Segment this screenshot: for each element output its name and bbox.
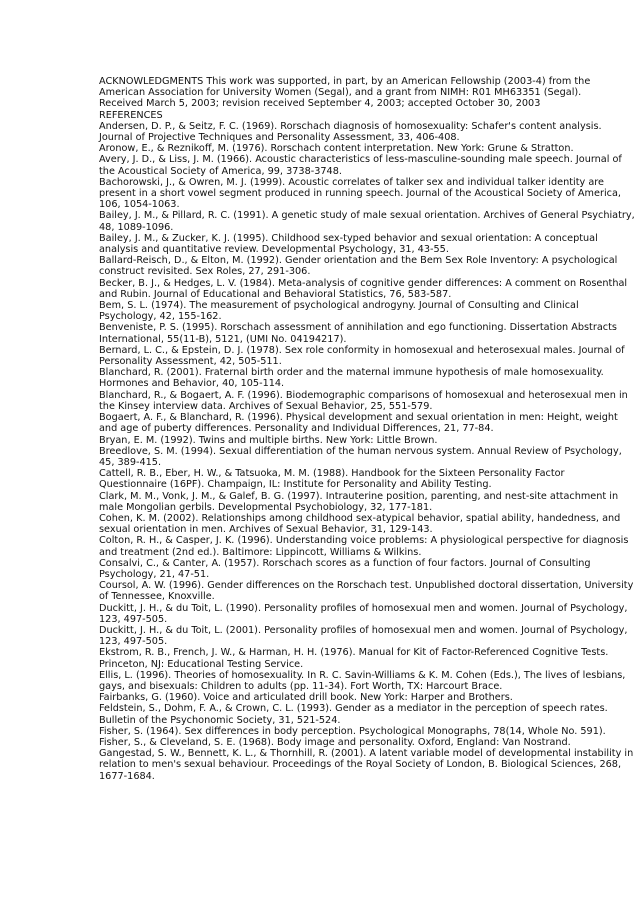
reference-entry: [99, 513, 638, 535]
reference-line: 106, 1054-1063.: [99, 199, 180, 211]
reference-line: Ekstrom, R. B., French, J. W., & Harman, H. H. (1976). Manual for Kit of Factor-Referenced Cognitive Tests.: [99, 647, 609, 659]
reference-line: 123, 497-505.: [99, 636, 168, 648]
reference-line: Psychology, 42, 155-162.: [99, 311, 222, 323]
reference-line: Duckitt, J. H., & du Toit, L. (2001). Personality profiles of homosexual men and women. Journal of Psychology,: [99, 624, 628, 636]
reference-line: present in a short vowel segment produced in running speech. Journal of the Acoustical Society of America,: [99, 188, 621, 200]
reference-line: Consalvi, C., & Canter, A. (1957). Rorschach scores as a function of four factors. Journal of Consulting: [99, 557, 591, 569]
reference-entry: [99, 692, 638, 703]
reference-line: construct revisited. Sex Roles, 27, 291-306.: [99, 266, 311, 278]
reference-line: Cattell, R. B., Eber, H. W., & Tatsuoka, M. M. (1988). Handbook for the Sixteen Personality Factor: [99, 468, 565, 480]
reference-line: Colton, R. H., & Casper, J. K. (1996). Understanding voice problems: A physiological perspective for diagnosis: [99, 535, 629, 547]
received-dates-line: Received March 5, 2003; revision received September 4, 2003; accepted October 30, 2003: [99, 98, 541, 110]
reference-entry: [99, 177, 638, 211]
reference-line: Bailey, J. M., & Zucker, K. J. (1995). Childhood sex-typed behavior and sexual orientation: A conceptual: [99, 232, 598, 244]
reference-entry: [99, 748, 638, 782]
reference-line: Blanchard, R., & Bogaert, A. F. (1996). Biodemographic comparisons of homosexual and heterosexual men in: [99, 389, 628, 401]
reference-line: Coursol, A. W. (1996). Gender differences on the Rorschach test. Unpublished doctoral dissertation, University: [99, 580, 634, 592]
reference-line: Bogaert, A. F., & Blanchard, R. (1996). Physical development and sexual orientation in men: Height, weight: [99, 412, 618, 424]
reference-entry: [99, 468, 638, 490]
reference-line: International, 55(11-B), 5121, (UMI No. 04194217).: [99, 333, 347, 345]
reference-entry: [99, 491, 638, 513]
reference-entry: [99, 647, 638, 669]
reference-line: Princeton, NJ: Educational Testing Service.: [99, 658, 304, 670]
reference-line: Breedlove, S. M. (1994). Sexual differentiation of the human nervous system. Annual Review of Psychology,: [99, 445, 622, 457]
reference-entry: [99, 535, 638, 557]
reference-entry: [99, 703, 638, 725]
reference-entry: [99, 737, 638, 748]
acknowledgments-line: American Association for University Women (Segal), and a grant from NIMH: R01 MH63351 (Segal).: [99, 87, 582, 99]
reference-line: 123, 497-505.: [99, 613, 168, 625]
acknowledgments-line: ACKNOWLEDGMENTS This work was supported, in part, by an American Fellowship (2003-4) from the: [99, 76, 591, 87]
reference-line: Bryan, E. M. (1992). Twins and multiple births. New York: Little Brown.: [99, 434, 438, 446]
reference-line: Cohen, K. M. (2002). Relationships among childhood sex-atypical behavior, spatial ability, handedness, and: [99, 512, 621, 524]
references-heading: REFERENCES: [99, 109, 163, 121]
reference-line: Bachorowski, J., & Owren, M. J. (1999). Acoustic correlates of talker sex and individual talker identity are: [99, 176, 605, 188]
reference-line: Fairbanks, G. (1960). Voice and articulated drill book. New York: Harper and Brothers.: [99, 692, 513, 704]
reference-line: and age of puberty differences. Personality and Individual Differences, 21, 77-84.: [99, 423, 494, 435]
reference-entry: [99, 143, 638, 154]
reference-line: Personality Assessment, 42, 505-511.: [99, 356, 282, 368]
references-list: [99, 121, 638, 782]
reference-entry: [99, 446, 638, 468]
reference-line: male Mongolian gerbils. Developmental Psychobiology, 32, 177-181.: [99, 501, 433, 513]
reference-line: Psychology, 21, 47-51.: [99, 568, 210, 580]
reference-line: analysis and quantitative review. Developmental Psychology, 31, 43-55.: [99, 244, 449, 256]
reference-line: Ellis, L. (1996). Theories of homosexuality. In R. C. Savin-Williams & K. M. Cohen (Eds.), The lives of lesbians,: [99, 669, 626, 681]
reference-entry: [99, 121, 638, 143]
reference-entry: [99, 278, 638, 300]
reference-line: of Tennessee, Knoxville.: [99, 591, 215, 603]
reference-line: Fisher, S., & Cleveland, S. E. (1968). Body image and personality. Oxford, England: Van Nostrand.: [99, 736, 571, 748]
reference-line: Andersen, D. P., & Seitz, F. C. (1969). Rorschach diagnosis of homosexuality: Schafer's content analysis.: [99, 120, 602, 132]
reference-line: Bailey, J. M., & Pillard, R. C. (1991). A genetic study of male sexual orientation. Archives of General Psychiatry,: [99, 210, 635, 222]
reference-line: Duckitt, J. H., & du Toit, L. (1990). Personality profiles of homosexual men and women. Journal of Psychology,: [99, 602, 628, 614]
reference-line: relation to men's sexual behaviour. Proceedings of the Royal Society of London, B. Biological Sciences, 268,: [99, 759, 622, 771]
reference-line: the Kinsey interview data. Archives of Sexual Behavior, 25, 551-579.: [99, 400, 433, 412]
reference-line: Fisher, S. (1964). Sex differences in body perception. Psychological Monographs, 78(14, Whole No. 591).: [99, 725, 606, 737]
reference-line: Gangestad, S. W., Bennett, K. L., & Thornhill, R. (2001). A latent variable model of developmental instability in: [99, 748, 634, 760]
reference-line: and treatment (2nd ed.). Baltimore: Lippincott, Williams & Wilkins.: [99, 546, 422, 558]
reference-entry: [99, 390, 638, 412]
reference-line: Ballard-Reisch, D., & Elton, M. (1992). Gender orientation and the Bem Sex Role Inventory: A psychological: [99, 255, 618, 267]
reference-entry: [99, 435, 638, 446]
reference-entry: [99, 345, 638, 367]
reference-entry: [99, 233, 638, 255]
reference-line: Benveniste, P. S. (1995). Rorschach assessment of annihilation and ego functioning. Dissertation Abstracts: [99, 322, 617, 334]
reference-entry: [99, 300, 638, 322]
reference-line: Questionnaire (16PF). Champaign, IL: Institute for Personality and Ability Testing.: [99, 479, 492, 491]
reference-line: Hormones and Behavior, 40, 105-114.: [99, 378, 285, 390]
reference-entry: [99, 670, 638, 692]
reference-line: Feldstein, S., Dohm, F. A., & Crown, C. L. (1993). Gender as a mediator in the perception of speech rates.: [99, 703, 608, 715]
reference-entry: [99, 558, 638, 580]
reference-line: the Acoustical Society of America, 99, 3738-3748.: [99, 165, 342, 177]
reference-entry: [99, 726, 638, 737]
reference-line: Bernard, L. C., & Epstein, D. J. (1978). Sex role conformity in homosexual and heterosexual males. Journal of: [99, 344, 625, 356]
reference-line: and Rubin. Journal of Educational and Behavioral Statistics, 76, 583-587.: [99, 288, 452, 300]
reference-line: Blanchard, R. (2001). Fraternal birth order and the maternal immune hypothesis of male homosexuality.: [99, 367, 604, 379]
reference-line: Becker, B. J., & Hedges, L. V. (1984). Meta-analysis of cognitive gender differences: A comment on Rosenthal: [99, 277, 628, 289]
reference-line: Aronow, E., & Reznikoff, M. (1976). Rorschach content interpretation. New York: Grune & Stratton.: [99, 143, 574, 155]
reference-entry: [99, 603, 638, 625]
reference-line: sexual orientation in men. Archives of Sexual Behavior, 31, 129-143.: [99, 524, 433, 536]
document-page: [99, 76, 638, 782]
reference-entry: [99, 625, 638, 647]
reference-line: Bem, S. L. (1974). The measurement of psychological androgyny. Journal of Consulting and Clinical: [99, 300, 579, 312]
reference-line: gays, and bisexuals: Children to adults (pp. 11-34). Fort Worth, TX: Harcourt Brace.: [99, 680, 503, 692]
reference-line: 45, 389-415.: [99, 456, 162, 468]
acknowledgments-section: [99, 76, 638, 110]
reference-entry: [99, 255, 638, 277]
reference-entry: [99, 580, 638, 602]
reference-entry: [99, 154, 638, 176]
reference-entry: [99, 210, 638, 232]
reference-line: Bulletin of the Psychonomic Society, 31, 521-524.: [99, 714, 341, 726]
reference-line: Avery, J. D., & Liss, J. M. (1966). Acoustic characteristics of less-masculine-sounding male speech. Journal of: [99, 154, 622, 166]
reference-entry: [99, 322, 638, 344]
reference-line: Clark, M. M., Vonk, J. M., & Galef, B. G. (1997). Intrauterine position, parenting, and nest-site attachment in: [99, 490, 619, 502]
reference-entry: [99, 412, 638, 434]
reference-line: 1677-1684.: [99, 770, 155, 782]
reference-entry: [99, 367, 638, 389]
reference-line: Journal of Projective Techniques and Personality Assessment, 33, 406-408.: [99, 132, 460, 144]
reference-line: 48, 1089-1096.: [99, 221, 174, 233]
